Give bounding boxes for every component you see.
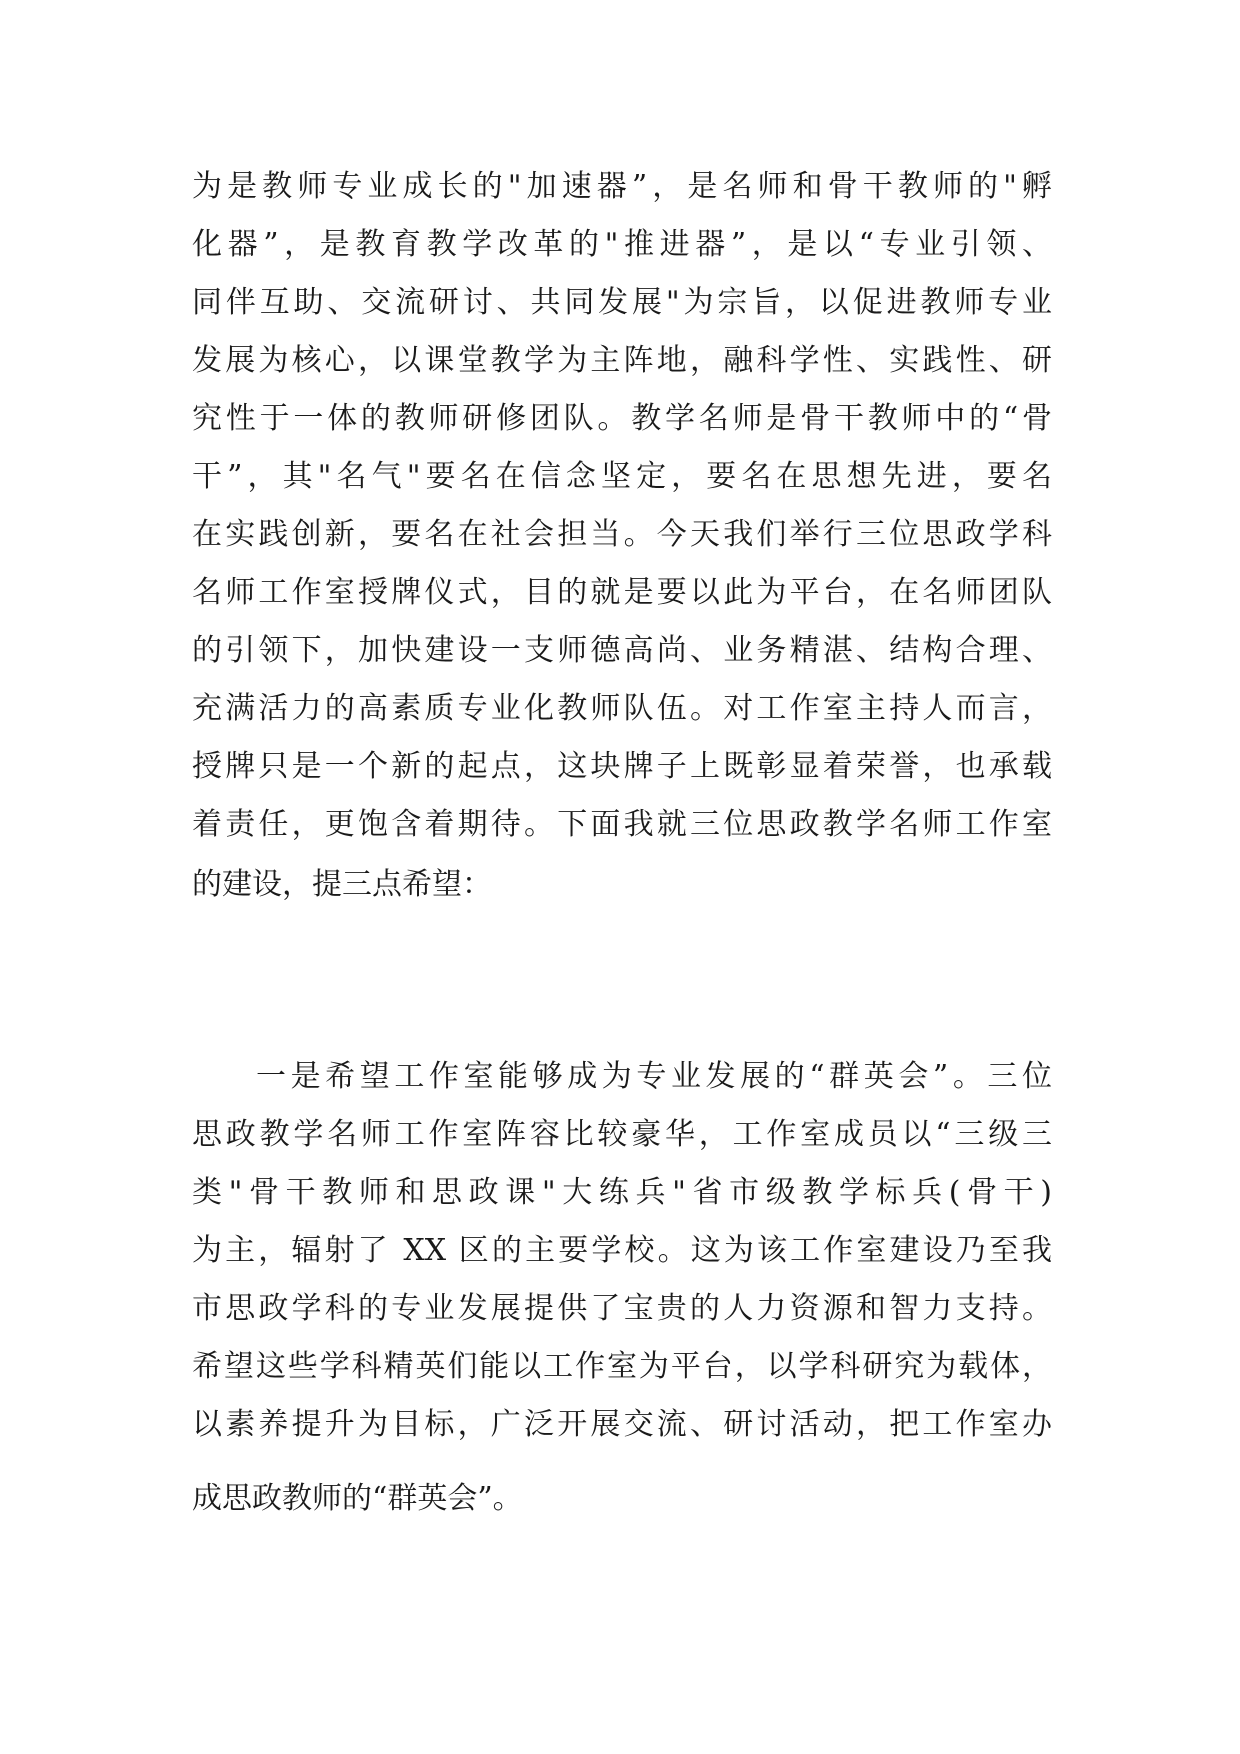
paragraph-2-tail xyxy=(192,1470,1052,1528)
text-line: 类"骨干教师和思政课"大练兵"省市级教学标兵(骨干) xyxy=(192,1175,1052,1210)
text-line: 发展为核心，以课堂教学为主阵地，融科学性、实践性、研 xyxy=(192,343,1052,378)
text-line: 市思政学科的专业发展提供了宝贵的人力资源和智力支持。 xyxy=(192,1291,1052,1326)
text-line: 着责任，更饱含着期待。下面我就三位思政教学名师工作室 xyxy=(192,807,1052,842)
text-line: 一是希望工作室能够成为专业发展的“群英会”。三位 xyxy=(256,1059,1052,1094)
text-line: 思政教学名师工作室阵容比较豪华，工作室成员以“三级三 xyxy=(192,1117,1052,1152)
text-line: 的引领下，加快建设一支师德高尚、业务精湛、结构合理、 xyxy=(192,633,1052,668)
text-line: 究性于一体的教师研修团队。教学名师是骨干教师中的“骨 xyxy=(192,401,1052,436)
text-line: 在实践创新，要名在社会担当。今天我们举行三位思政学科 xyxy=(192,517,1052,552)
text-line: 授牌只是一个新的起点，这块牌子上既彰显着荣誉，也承载 xyxy=(192,749,1052,784)
text-line: 以素养提升为目标，广泛开展交流、研讨活动，把工作室办 xyxy=(192,1407,1052,1442)
text-line: 为主，辐射了 XX 区的主要学校。这为该工作室建设乃至我 xyxy=(192,1233,1052,1268)
text-line: 成思政教师的“群英会”。 xyxy=(192,1481,523,1516)
text-line: 化器”，是教育教学改革的"推进器”，是以“专业引领、 xyxy=(192,227,1052,262)
text-line: 同伴互助、交流研讨、共同发展"为宗旨，以促进教师专业 xyxy=(192,285,1052,320)
paragraph-1 xyxy=(192,158,1052,854)
text-line: 希望这些学科精英们能以工作室为平台，以学科研究为载体， xyxy=(192,1349,1052,1384)
text-line: 充满活力的高素质专业化教师队伍。对工作室主持人而言， xyxy=(192,691,1052,726)
text-line: 名师工作室授牌仪式，目的就是要以此为平台，在名师团队 xyxy=(192,575,1052,610)
paragraph-1-tail xyxy=(192,856,1052,914)
text-line: 为是教师专业成长的"加速器”，是名师和骨干教师的"孵 xyxy=(192,169,1052,204)
text-line: 干”，其"名气"要名在信念坚定，要名在思想先进，要名 xyxy=(192,459,1052,494)
text-line: 的建设，提三点希望： xyxy=(192,867,492,902)
paragraph-2 xyxy=(192,1048,1052,1454)
